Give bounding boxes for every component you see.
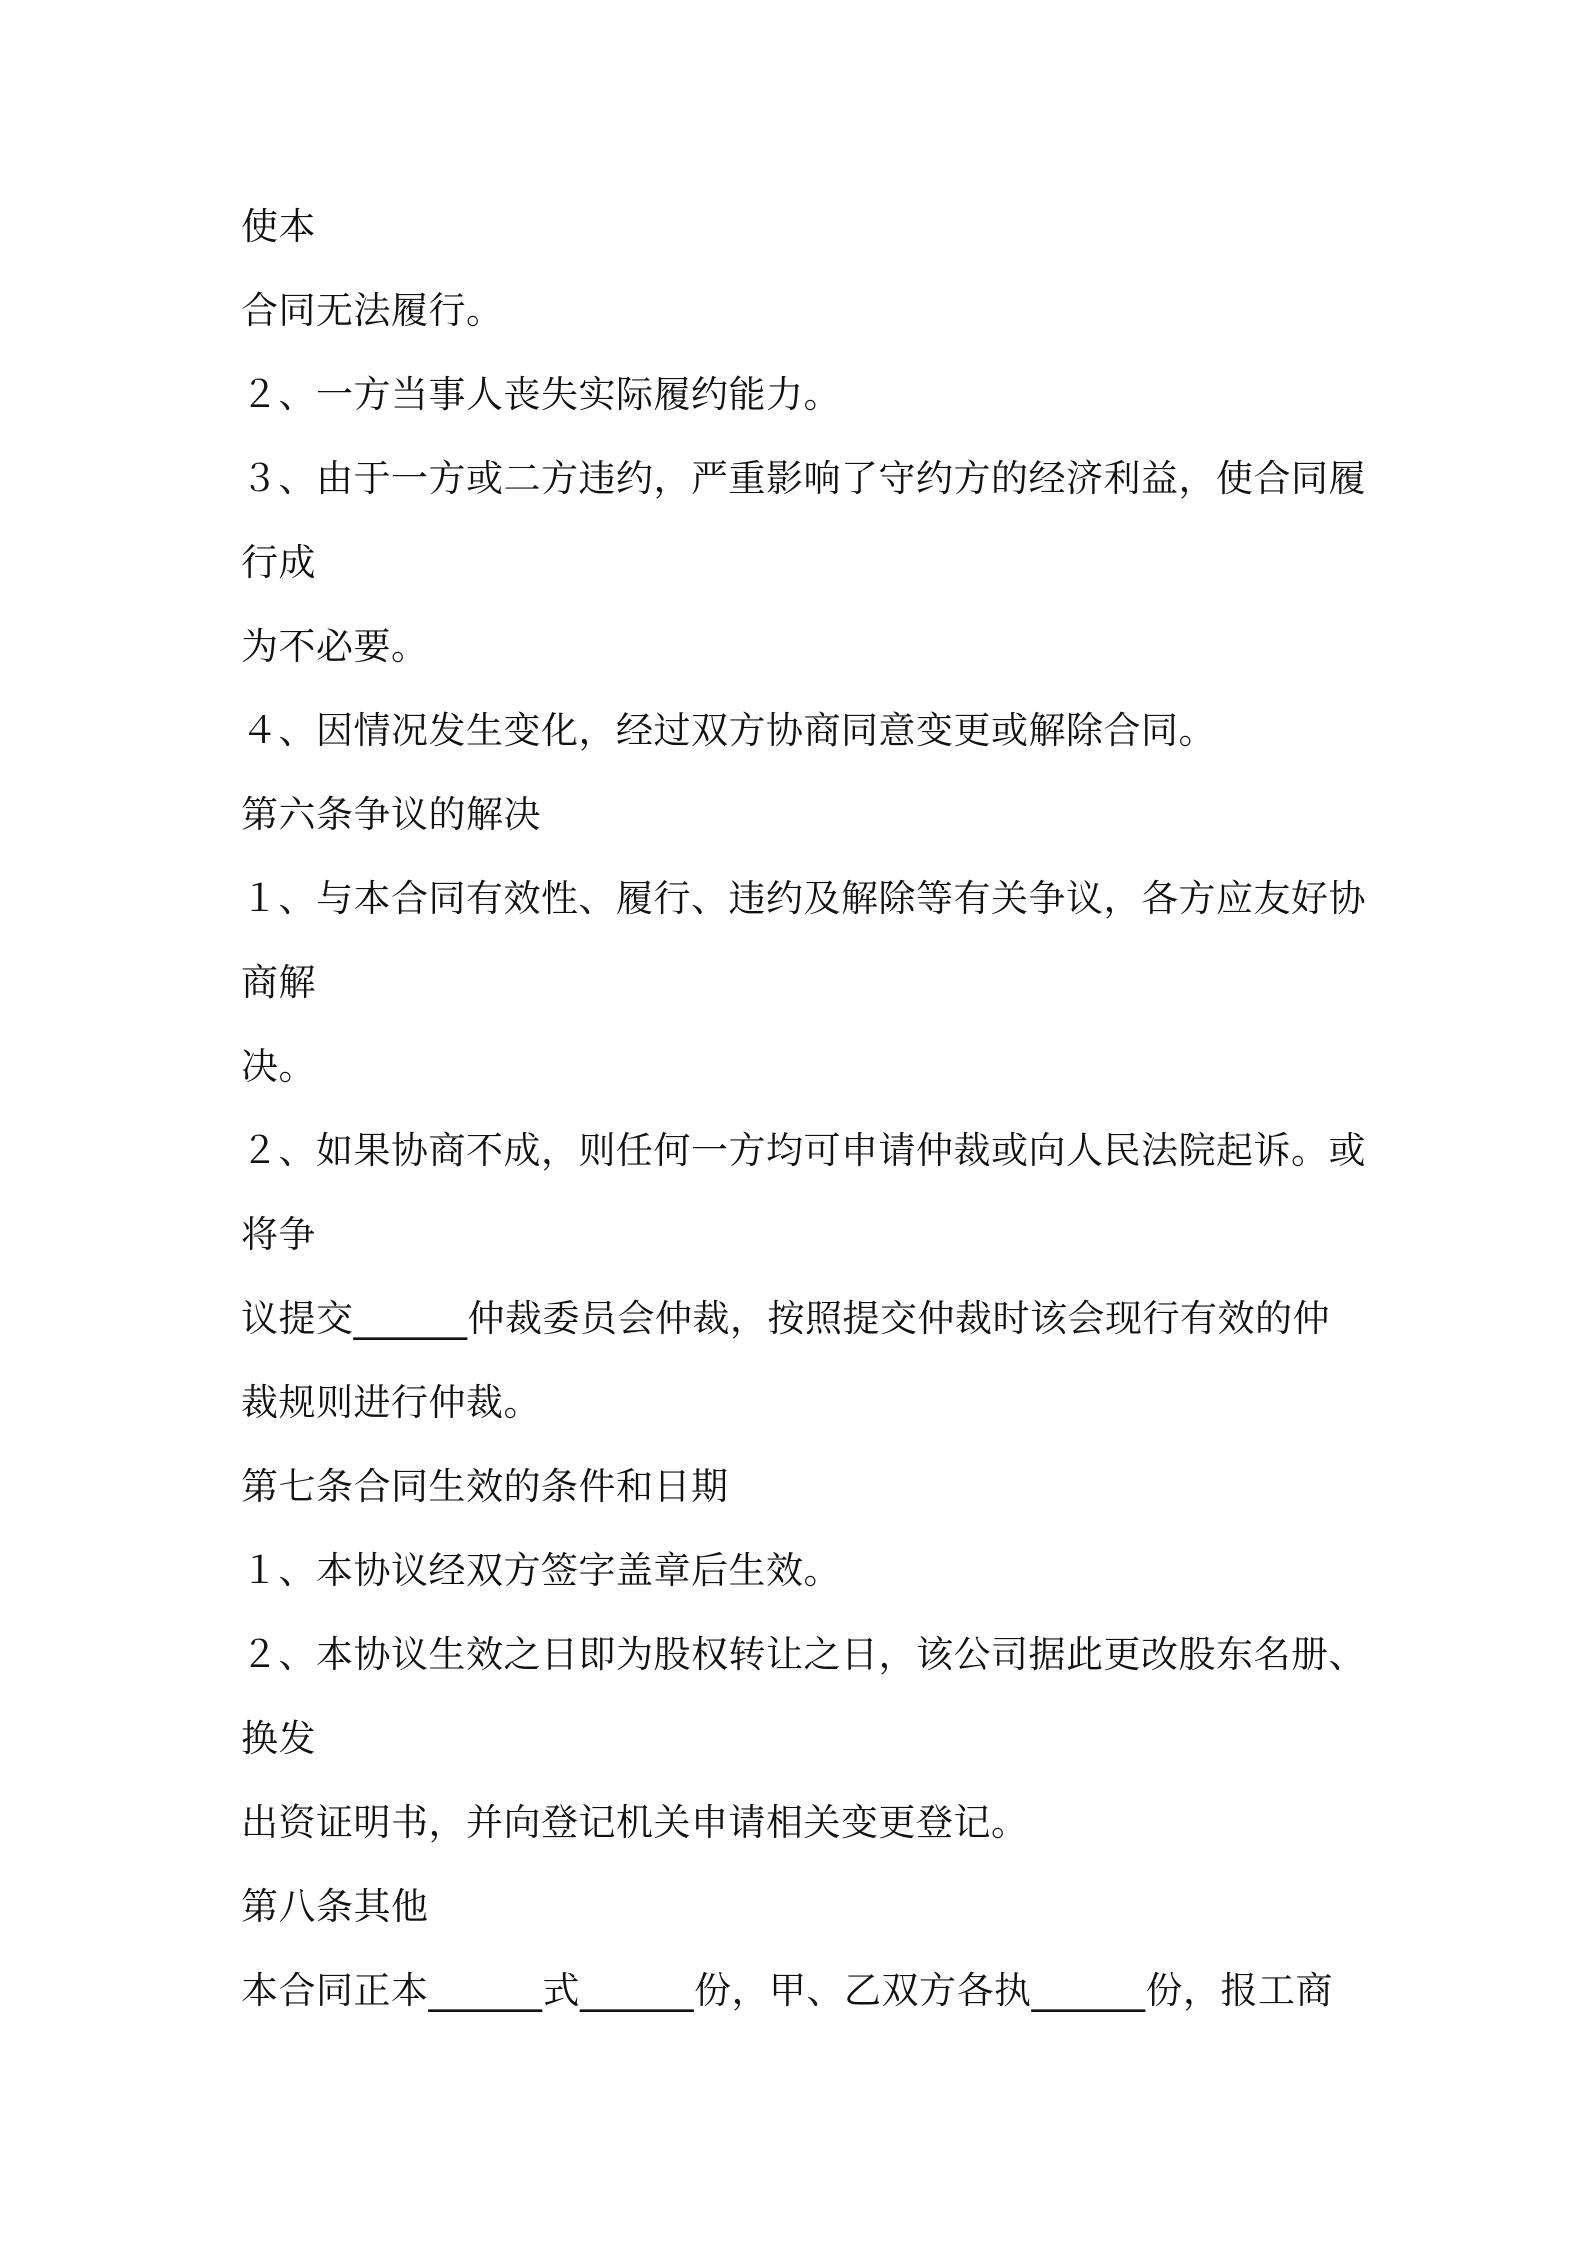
list-item-2: ２、如果协商不成，则任何一方均可申请仲裁或向人民法院起诉。或 — [241, 1129, 1366, 1172]
text-line: 裁规则进行仲裁。 — [241, 1381, 541, 1424]
list-item-2: ２、本协议生效之日即为股权转让之日，该公司据此更改股东名册、 — [241, 1633, 1366, 1676]
list-item-3: ３、由于一方或二方违约，严重影响了守约方的经济利益，使合同履 — [241, 457, 1366, 500]
text-line: 合同无法履行。 — [241, 289, 504, 332]
section-heading-6: 第六条争议的解决 — [241, 793, 541, 836]
text-line: 本合同正本______式______份，甲、乙双方各执______份，报工商 — [241, 1969, 1333, 2012]
list-item-1: １、本协议经双方签字盖章后生效。 — [241, 1549, 841, 1592]
list-item-4: ４、因情况发生变化，经过双方协商同意变更或解除合同。 — [241, 709, 1216, 752]
text-line: 使本 — [241, 205, 316, 248]
text-line: 决。 — [241, 1045, 316, 1088]
text-line: 为不必要。 — [241, 625, 429, 668]
section-heading-8: 第八条其他 — [241, 1885, 429, 1928]
list-item-2: ２、一方当事人丧失实际履约能力。 — [241, 373, 841, 416]
text-line: 议提交______仲裁委员会仲裁，按照提交仲裁时该会现行有效的仲 — [241, 1297, 1330, 1340]
text-line: 出资证明书，并向登记机关申请相关变更登记。 — [241, 1801, 1029, 1844]
text-line: 将争 — [241, 1213, 316, 1256]
text-line: 行成 — [241, 541, 316, 584]
text-line: 商解 — [241, 961, 316, 1004]
list-item-1: １、与本合同有效性、履行、违约及解除等有关争议，各方应友好协 — [241, 877, 1366, 920]
section-heading-7: 第七条合同生效的条件和日期 — [241, 1465, 729, 1508]
text-line: 换发 — [241, 1717, 316, 1760]
